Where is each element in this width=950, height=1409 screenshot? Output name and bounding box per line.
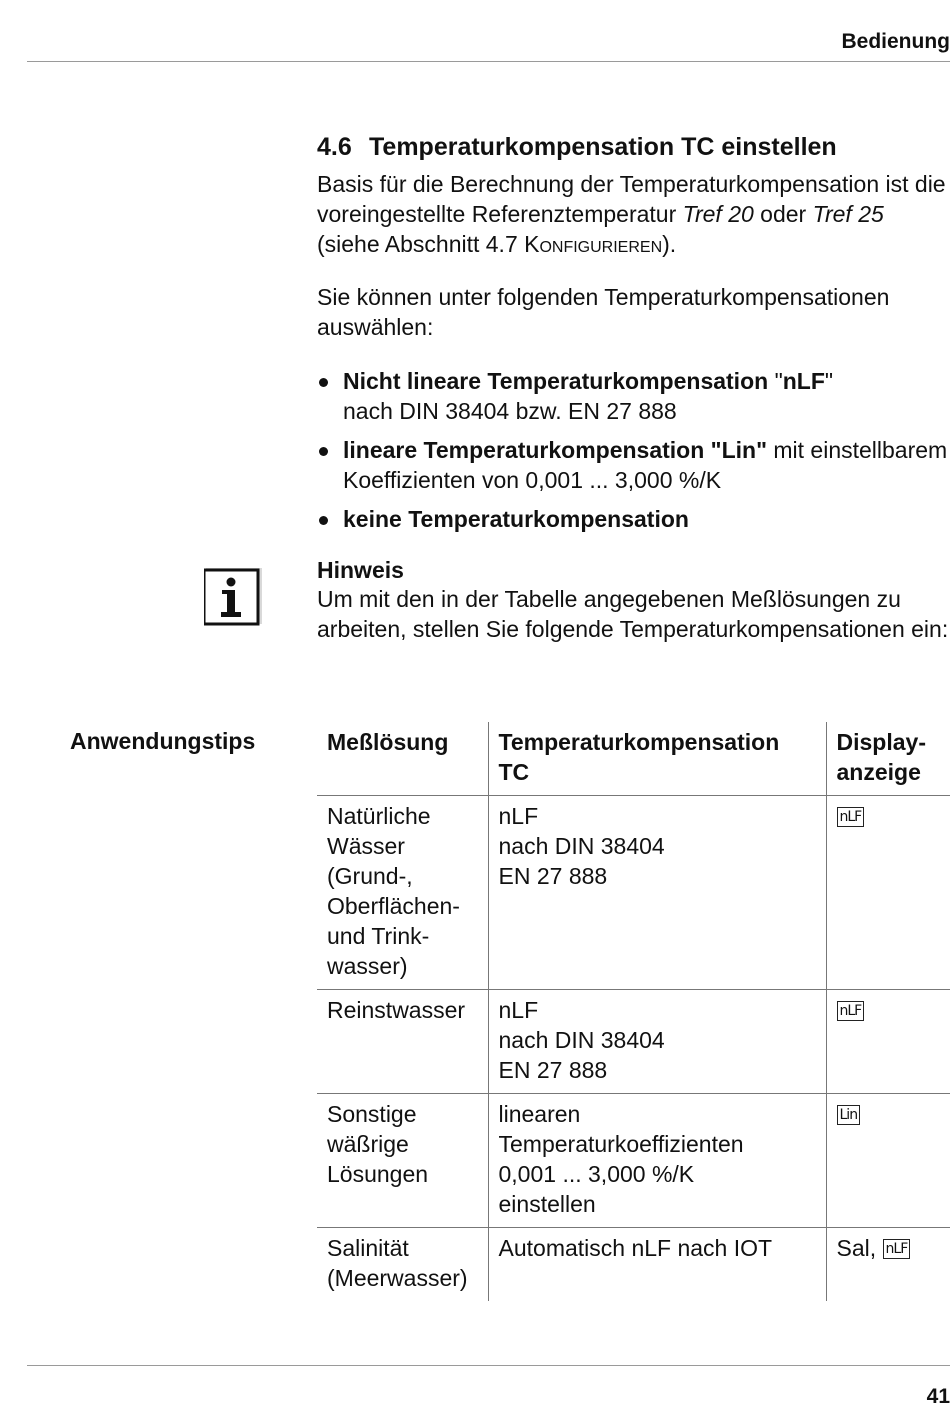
section-heading xyxy=(317,133,837,162)
solution-cell: Sonstige wäßrige Lösungen xyxy=(317,1094,488,1228)
solution-cell: Natürliche Wässer (Grund-, Oberflächen- und Trink- wasser) xyxy=(317,796,488,990)
section-reference-link[interactable]: Konfigurieren xyxy=(524,231,663,257)
option-none-name: keine Temperaturkompensation xyxy=(343,506,689,532)
intro-text-4: ). xyxy=(662,231,677,257)
nlf-display-icon: nLF xyxy=(883,1239,911,1259)
running-header: Bedienung xyxy=(841,30,950,53)
section-title: Temperaturkompensation TC einstellen xyxy=(369,133,837,161)
option-nlf-standard: nach DIN 38404 bzw. EN 27 888 xyxy=(343,398,677,424)
side-label: Anwendungstips xyxy=(70,728,256,754)
option-nlf-quote-open: " xyxy=(768,368,783,394)
table-row xyxy=(317,1228,950,1302)
tc-cell: linearen Temperaturkoeffizienten 0,001 ... 3,000 %/K einstellen xyxy=(488,1094,826,1228)
column-header: Meßlösung xyxy=(317,722,488,796)
info-icon xyxy=(204,566,264,626)
bullet-icon xyxy=(319,378,328,387)
list-item xyxy=(317,366,950,426)
list-item xyxy=(317,435,950,495)
intro-paragraph xyxy=(317,169,950,259)
note-title: Hinweis xyxy=(317,557,404,583)
table-header-row xyxy=(317,722,950,796)
header-rule xyxy=(27,61,950,62)
display-cell xyxy=(826,990,950,1094)
tc-cell: nLF nach DIN 38404 EN 27 888 xyxy=(488,990,826,1094)
option-lin-desc: mit einstellbarem Koeffizienten von 0,001 ... 3,000 %/K xyxy=(343,437,948,493)
footer-rule xyxy=(27,1365,950,1366)
table-row xyxy=(317,990,950,1094)
lin-display-icon: Lin xyxy=(837,1105,861,1125)
choose-paragraph: Sie können unter folgenden Temperaturkompensationen auswählen: xyxy=(317,284,890,340)
option-nlf-code: nLF xyxy=(782,368,825,394)
intro-text-1: Basis für die Berechnung der Temperaturkompensation ist die voreingestellte Referenztemperatur xyxy=(317,171,946,227)
solution-cell: Salinität (Meerwasser) xyxy=(317,1228,488,1302)
intro-text-2: oder xyxy=(753,201,813,227)
table-row xyxy=(317,796,950,990)
note-text: Um mit den in der Tabelle angegebenen Meßlösungen zu arbeiten, stellen Sie folgende Temperaturkompensationen ein: xyxy=(317,586,949,642)
bullet-icon xyxy=(319,516,328,525)
display-cell xyxy=(826,1094,950,1228)
column-header: Display- anzeige xyxy=(836,729,926,785)
nlf-display-icon: nLF xyxy=(837,1001,865,1021)
tc-cell: nLF nach DIN 38404 EN 27 888 xyxy=(488,796,826,990)
solution-cell: Reinstwasser xyxy=(317,990,488,1094)
tc-cell: Automatisch nLF nach IOT xyxy=(488,1228,826,1302)
display-cell xyxy=(826,796,950,990)
option-nlf-name: Nicht lineare Temperaturkompensation xyxy=(343,368,769,394)
tref25-term: Tref 25 xyxy=(812,201,884,227)
section-number: 4.6 xyxy=(317,133,352,161)
column-header: Temperaturkompensation TC xyxy=(488,722,826,796)
application-table xyxy=(317,722,950,1301)
intro-text-3: (siehe Abschnitt 4.7 xyxy=(317,231,525,257)
tref20-term: Tref 20 xyxy=(682,201,754,227)
page-number: 41 xyxy=(926,1385,950,1408)
nlf-display-icon: nLF xyxy=(837,807,865,827)
tc-option-list xyxy=(317,366,950,543)
display-prefix: Sal, xyxy=(836,1235,883,1261)
table-row xyxy=(317,1094,950,1228)
bullet-icon xyxy=(319,447,328,456)
display-cell xyxy=(826,1228,950,1302)
list-item xyxy=(317,504,950,534)
option-lin-name: lineare Temperaturkompensation "Lin" xyxy=(343,437,767,463)
option-nlf-quote-close: " xyxy=(824,368,834,394)
